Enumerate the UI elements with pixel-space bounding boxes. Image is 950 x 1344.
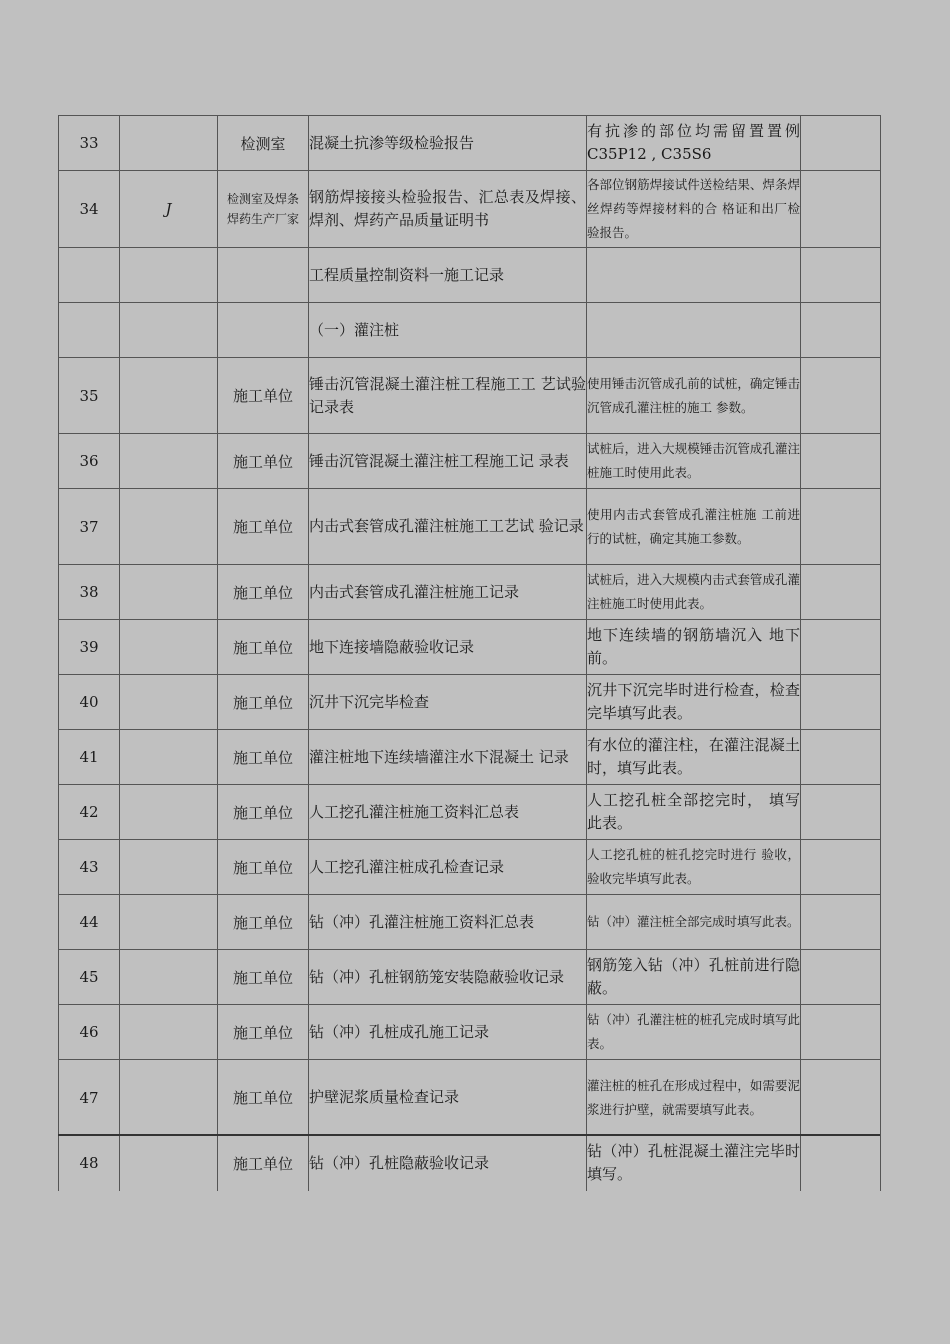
table-row: [59, 358, 881, 434]
extra-cell: [801, 489, 881, 565]
row-number: 47: [59, 1060, 120, 1136]
row-number: 44: [59, 895, 120, 950]
remark: 人工挖孔桩全部挖完时， 填写此表。: [587, 785, 801, 840]
check-mark: [120, 116, 218, 171]
extra-cell: [801, 1136, 881, 1191]
remark: 试桩后，进入大规模内击式套管成孔灌注桩施工时使用此表。: [587, 565, 801, 620]
record-table-body: [59, 116, 881, 1191]
record-name: 灌注桩地下连续墙灌注水下混凝土 记录: [309, 730, 587, 785]
row-number: 34: [59, 171, 120, 248]
responsible-unit: 施工单位: [218, 730, 309, 785]
table-row: [59, 620, 881, 675]
extra-cell: [801, 950, 881, 1005]
remark: 各部位钢筋焊接试件送检结果、焊条焊丝焊药等焊接材料的合 格证和出厂检验报告。: [587, 171, 801, 248]
record-name: 工程质量控制资料一施工记录: [309, 248, 587, 303]
extra-cell: [801, 358, 881, 434]
responsible-unit: 施工单位: [218, 1060, 309, 1136]
remark: 钢筋笼入钻（冲）孔桩前进行隐蔽。: [587, 950, 801, 1005]
table-row: [59, 675, 881, 730]
responsible-unit: 施工单位: [218, 358, 309, 434]
responsible-unit: 施工单位: [218, 434, 309, 489]
record-name: 锤击沉管混凝土灌注桩工程施工记 录表: [309, 434, 587, 489]
remark: 钻（冲）孔桩混凝土灌注完毕时填写。: [587, 1136, 801, 1191]
record-name: 钻（冲）孔桩隐蔽验收记录: [309, 1136, 587, 1191]
record-name: 人工挖孔灌注桩成孔检查记录: [309, 840, 587, 895]
responsible-unit: 施工单位: [218, 785, 309, 840]
responsible-unit: 施工单位: [218, 489, 309, 565]
responsible-unit: [218, 303, 309, 358]
table-row: [59, 895, 881, 950]
extra-cell: [801, 1005, 881, 1060]
row-number: 48: [59, 1136, 120, 1191]
responsible-unit: [218, 248, 309, 303]
row-number: 40: [59, 675, 120, 730]
table-row: [59, 489, 881, 565]
check-mark: [120, 565, 218, 620]
table-row: [59, 1005, 881, 1060]
responsible-unit: 施工单位: [218, 565, 309, 620]
responsible-unit: 施工单位: [218, 675, 309, 730]
remark: 地下连续墙的钢筋墙沉入 地下前。: [587, 620, 801, 675]
check-mark: [120, 303, 218, 358]
extra-cell: [801, 840, 881, 895]
extra-cell: [801, 895, 881, 950]
check-mark: [120, 730, 218, 785]
row-number: 43: [59, 840, 120, 895]
responsible-unit: 施工单位: [218, 620, 309, 675]
extra-cell: [801, 434, 881, 489]
remark: [587, 303, 801, 358]
row-number: 36: [59, 434, 120, 489]
remark: 灌注桩的桩孔在形成过程中，如需要泥浆进行护壁，就需要填写此表。: [587, 1060, 801, 1136]
table-row: [59, 1136, 881, 1191]
table-row: [59, 565, 881, 620]
responsible-unit: 检测室及焊条焊药生产厂家: [218, 171, 309, 248]
record-name: 地下连接墙隐蔽验收记录: [309, 620, 587, 675]
row-number: [59, 248, 120, 303]
row-number: 37: [59, 489, 120, 565]
responsible-unit: 施工单位: [218, 840, 309, 895]
record-name: 护壁泥浆质量检查记录: [309, 1060, 587, 1136]
table-row: [59, 303, 881, 358]
check-mark: [120, 950, 218, 1005]
responsible-unit: 施工单位: [218, 895, 309, 950]
row-number: 41: [59, 730, 120, 785]
remark: 沉井下沉完毕时进行检查，检查完毕填写此表。: [587, 675, 801, 730]
extra-cell: [801, 730, 881, 785]
check-mark: [120, 785, 218, 840]
check-mark: [120, 840, 218, 895]
responsible-unit: 施工单位: [218, 1136, 309, 1191]
extra-cell: [801, 1060, 881, 1136]
check-mark: [120, 358, 218, 434]
extra-cell: [801, 171, 881, 248]
extra-cell: [801, 303, 881, 358]
record-name: 钻（冲）孔桩成孔施工记录: [309, 1005, 587, 1060]
check-mark: [120, 1136, 218, 1191]
remark: 使用内击式套管成孔灌注桩施 工前进行的试桩，确定其施工参数。: [587, 489, 801, 565]
table-row: [59, 171, 881, 248]
row-number: 39: [59, 620, 120, 675]
table-row: [59, 434, 881, 489]
remark: 有抗渗的部位均需留置置例 C35P12 , C35S6: [587, 116, 801, 171]
record-name: 沉井下沉完毕检查: [309, 675, 587, 730]
table-row: [59, 1060, 881, 1136]
record-name: 人工挖孔灌注桩施工资料汇总表: [309, 785, 587, 840]
remark: 钻（冲）灌注桩全部完成时填写此表。: [587, 895, 801, 950]
remark: 钻（冲）孔灌注桩的桩孔完成时填写此表。: [587, 1005, 801, 1060]
responsible-unit: 检测室: [218, 116, 309, 171]
remark: [587, 248, 801, 303]
check-mark: [120, 1060, 218, 1136]
record-name: 钻（冲）孔桩钢筋笼安装隐蔽验收记录: [309, 950, 587, 1005]
extra-cell: [801, 785, 881, 840]
row-number: 42: [59, 785, 120, 840]
row-number: 33: [59, 116, 120, 171]
table-row: [59, 950, 881, 1005]
remark: 人工挖孔桩的桩孔挖完时进行 验收，验收完毕填写此表。: [587, 840, 801, 895]
extra-cell: [801, 565, 881, 620]
remark: 有水位的灌注柱，在灌注混凝土时，填写此表。: [587, 730, 801, 785]
record-name: 混凝土抗渗等级检验报告: [309, 116, 587, 171]
record-name: 内击式套管成孔灌注桩施工记录: [309, 565, 587, 620]
row-number: 46: [59, 1005, 120, 1060]
row-number: [59, 303, 120, 358]
extra-cell: [801, 116, 881, 171]
extra-cell: [801, 248, 881, 303]
check-mark: [120, 895, 218, 950]
responsible-unit: 施工单位: [218, 1005, 309, 1060]
row-number: 45: [59, 950, 120, 1005]
record-table: [58, 115, 881, 1191]
table-row: [59, 730, 881, 785]
remark: 使用锤击沉管成孔前的试桩，确定锤击沉管成孔灌注桩的施工 参数。: [587, 358, 801, 434]
table-row: [59, 840, 881, 895]
table-row: [59, 116, 881, 171]
check-mark: [120, 489, 218, 565]
check-mark: J: [120, 171, 218, 248]
check-mark: [120, 675, 218, 730]
responsible-unit: 施工单位: [218, 950, 309, 1005]
record-name: 锤击沉管混凝土灌注桩工程施工工 艺试验记录表: [309, 358, 587, 434]
row-number: 35: [59, 358, 120, 434]
table-row: [59, 248, 881, 303]
record-name: （一）灌注桩: [309, 303, 587, 358]
check-mark: [120, 620, 218, 675]
record-name: 钻（冲）孔灌注桩施工资料汇总表: [309, 895, 587, 950]
remark: 试桩后，进入大规模锤击沉管成孔灌注桩施工时使用此表。: [587, 434, 801, 489]
table-row: [59, 785, 881, 840]
check-mark: [120, 248, 218, 303]
check-mark: [120, 1005, 218, 1060]
record-name: 钢筋焊接接头检验报告、汇总表及焊接、焊剂、焊药产品质量证明书: [309, 171, 587, 248]
check-mark: [120, 434, 218, 489]
record-name: 内击式套管成孔灌注桩施工工艺试 验记录: [309, 489, 587, 565]
row-number: 38: [59, 565, 120, 620]
extra-cell: [801, 675, 881, 730]
extra-cell: [801, 620, 881, 675]
row-separator-line: [58, 1134, 880, 1136]
